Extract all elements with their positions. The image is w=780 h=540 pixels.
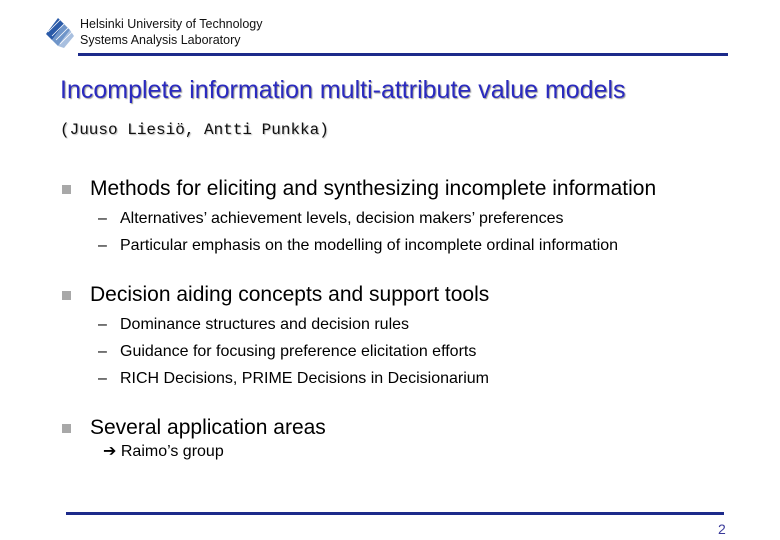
sub-bullet-item: [98, 343, 476, 361]
bullet-square-icon: [62, 185, 71, 194]
dash-icon: –: [98, 370, 107, 387]
sub-bullet-item: [98, 237, 618, 255]
page-number: 2: [718, 521, 726, 537]
right-arrow-icon: ➔: [103, 443, 117, 460]
dash-icon: –: [98, 316, 107, 333]
footer-rule: [66, 512, 724, 515]
institution-line-2: Systems Analysis Laboratory: [80, 33, 241, 47]
bullet-text: Decision aiding concepts and support tools: [90, 283, 490, 306]
bullet-text: Methods for eliciting and synthesizing incomplete information: [90, 177, 657, 200]
sub-bullet-item: [98, 370, 489, 388]
dash-icon: –: [98, 210, 107, 227]
sub-bullet-text: Particular emphasis on the modelling of incomplete ordinal information: [120, 237, 619, 254]
sub-bullet-item: [98, 210, 563, 228]
sub-bullet-item: [98, 316, 409, 334]
slide-authors: (Juuso Liesiö, Antti Punkka): [60, 121, 329, 139]
dash-icon: –: [98, 237, 107, 254]
sub-bullet-text: Dominance structures and decision rules: [120, 316, 410, 333]
institution-line-1: Helsinki University of Technology: [80, 17, 263, 31]
arrow-item: [103, 441, 224, 461]
sub-bullet-text: Alternatives’ achievement levels, decision makers’ preferences: [120, 210, 564, 227]
arrow-item-text: Raimo’s group: [120, 443, 224, 460]
university-logo-icon: [42, 14, 78, 50]
dash-icon: –: [98, 343, 107, 360]
header-rule: [78, 53, 728, 56]
sub-bullet-text: Guidance for focusing preference elicitation efforts: [120, 343, 477, 360]
slide-title: Incomplete information multi-attribute value models: [60, 76, 626, 104]
bullet-square-icon: [62, 291, 71, 300]
bullet-text: Several application areas: [90, 416, 326, 439]
institution-name: [80, 16, 263, 48]
sub-bullet-text: RICH Decisions, PRIME Decisions in Decisionarium: [120, 370, 489, 387]
bullet-square-icon: [62, 424, 71, 433]
